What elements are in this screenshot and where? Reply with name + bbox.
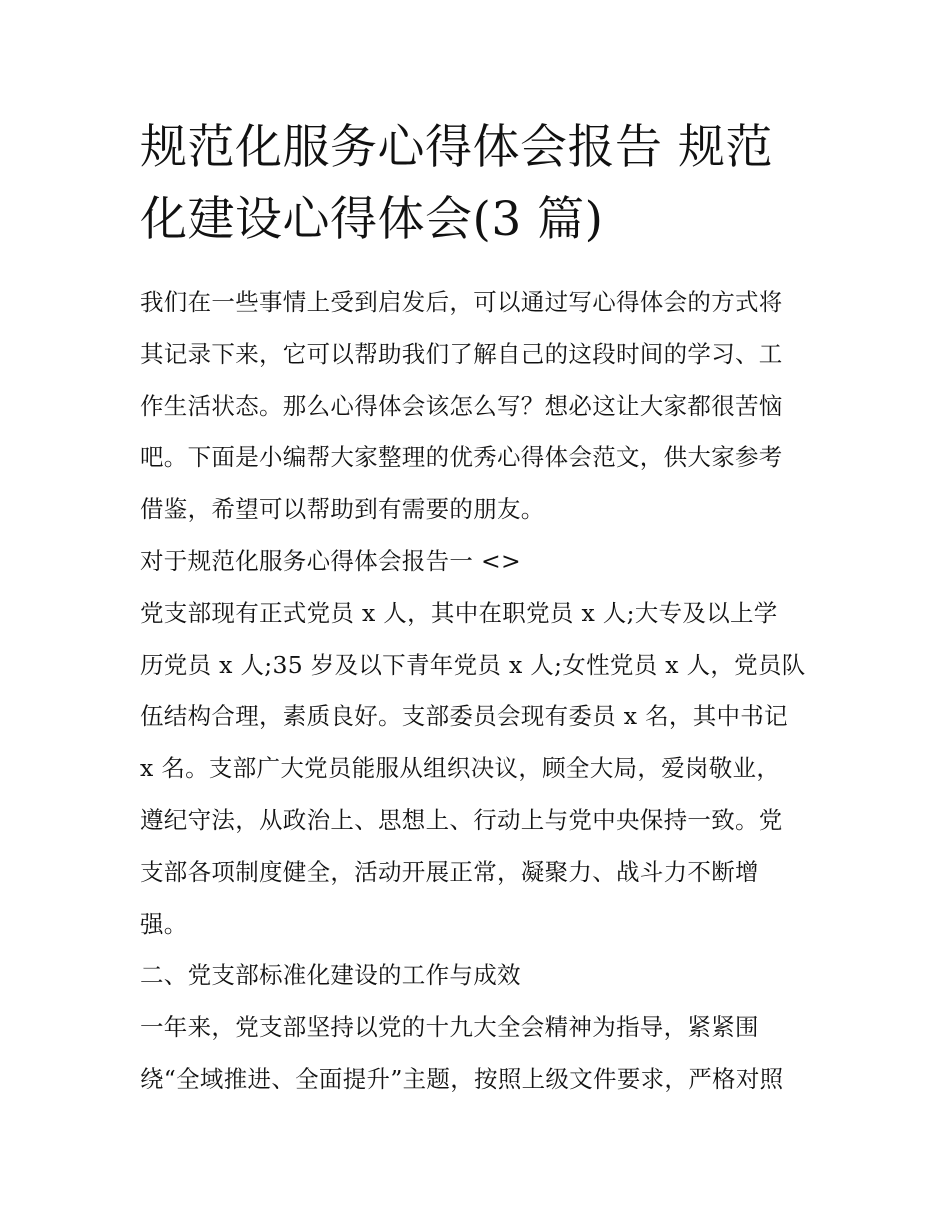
body-line: 绕“全域推进、全面提升”主题，按照上级文件要求，严格对照 <box>140 1064 784 1093</box>
document-title <box>140 112 820 256</box>
title-line: 化建设心得体会(3 篇) <box>140 192 604 247</box>
section-heading: 对于规范化服务心得体会报告一 <> <box>140 546 521 575</box>
body-line: 作生活状态。那么心得体会该怎么写？想必这让大家都很苦恼 <box>140 391 783 420</box>
body-line: 伍结构合理，素质良好。支部委员会现有委员 x 名，其中书记 <box>140 702 788 731</box>
body-line: 支部各项制度健全，活动开展正常，凝聚力、战斗力不断增 <box>140 857 759 886</box>
section-heading: 二、党支部标准化建设的工作与成效 <box>140 961 521 990</box>
body-line: 吧。下面是小编帮大家整理的优秀心得体会范文，供大家参考 <box>140 443 783 472</box>
body-line: 党支部现有正式党员 x 人，其中在职党员 x 人;大专及以上学 <box>140 598 778 627</box>
document-body <box>140 283 812 1112</box>
body-line: 一年来，党支部坚持以党的十九大全会精神为指导，紧紧围 <box>140 1013 759 1042</box>
body-line: x 名。支部广大党员能服从组织决议，顾全大局，爱岗敬业， <box>140 754 781 783</box>
title-line: 规范化服务心得体会报告 规范 <box>140 120 773 175</box>
body-line: 历党员 x 人;35 岁及以下青年党员 x 人;女性党员 x 人，党员队 <box>140 650 806 679</box>
body-line: 我们在一些事情上受到启发后，可以通过写心得体会的方式将 <box>140 288 783 316</box>
body-line: 遵纪守法，从政治上、思想上、行动上与党中央保持一致。党 <box>140 805 783 834</box>
body-line: 强。 <box>140 909 188 938</box>
body-line: 其记录下来，它可以帮助我们了解自己的这段时间的学习、工 <box>140 339 783 368</box>
body-line: 借鉴，希望可以帮助到有需要的朋友。 <box>140 495 545 524</box>
